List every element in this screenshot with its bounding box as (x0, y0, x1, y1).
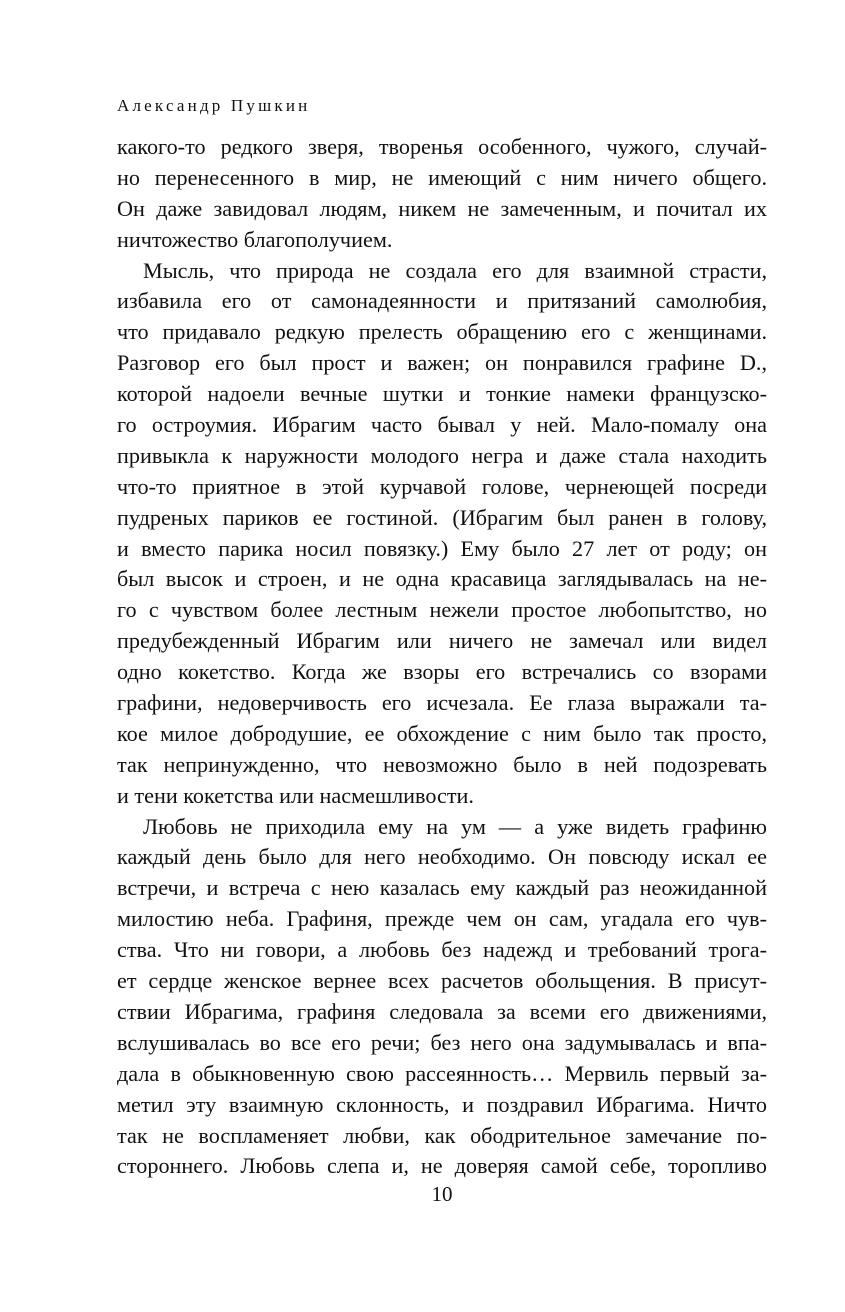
text-line: что придавало редкую прелесть обращению его с женщинами. (117, 319, 767, 345)
text-line: так непринужденно, что невозможно было в ней подозревать (117, 751, 767, 777)
paragraph-1 (117, 132, 767, 256)
text-line: стороннего. Любовь слепа и, не доверяя самой себе, торопливо (117, 1153, 767, 1179)
text-line: и вместо парика носил повязку.) Ему было 27 лет от роду; он (117, 535, 767, 561)
text-line: и тени кокетства или насмешливости. (117, 782, 474, 808)
text-line: го остроумия. Ибрагим часто бывал у ней. Мало-помалу она (117, 412, 767, 438)
text-line: Любовь не приходила ему на ум — а уже видеть графиню (143, 813, 767, 839)
text-line: кое милое добродушие, ее обхождение с ним было так просто, (117, 720, 767, 746)
text-line: которой надоели вечные шутки и тонкие намеки французско- (117, 381, 767, 407)
text-line: го с чувством более лестным нежели простое любопытство, но (117, 597, 767, 623)
text-line: Мысль, что природа не создала его для взаимной страсти, (143, 257, 767, 283)
text-line: Он даже завидовал людям, никем не замеченным, и почитал их (117, 195, 767, 221)
text-line: Разговор его был прост и важен; он понравился графине D., (117, 350, 767, 376)
text-line: графини, недоверчивость его исчезала. Ее глаза выражали та- (117, 690, 767, 716)
text-line: предубежденный Ибрагим или ничего не замечал или видел (117, 628, 767, 654)
text-line: ствии Ибрагима, графиня следовала за всеми его движениями, (117, 998, 767, 1024)
text-line: ет сердце женское вернее всех расчетов обольщения. В присут- (117, 968, 767, 994)
text-line: метил эту взаимную склонность, и поздравил Ибрагима. Ничто (117, 1091, 767, 1117)
text-line: какого-то редкого зверя, творенья особенного, чужого, случай- (117, 134, 767, 159)
text-line: привыкла к наружности молодого негра и даже стала находить (117, 442, 767, 468)
page-number: 10 (431, 1182, 453, 1206)
text-line: каждый день было для него необходимо. Он повсюду искал ее (117, 844, 767, 870)
paragraph-2 (117, 256, 767, 812)
text-line: милостию неба. Графиня, прежде чем он сам, угадала его чув- (117, 906, 767, 932)
text-line: вслушивалась во все его речи; без него она задумывалась и впа- (117, 1029, 767, 1055)
text-line: одно кокетство. Когда же взоры его встречались со взорами (117, 659, 767, 685)
text-line: избавила его от самонадеянности и притязаний самолюбия, (117, 288, 767, 314)
body-text (117, 132, 767, 1182)
text-line: что-то приятное в этой курчавой голове, чернеющей посреди (117, 473, 767, 499)
text-line: так не воспламеняет любви, как ободрительное замечание по- (117, 1122, 767, 1148)
text-line: ничтожество благополучием. (117, 226, 393, 252)
paragraph-3 (117, 812, 767, 1183)
text-line: но перенесенного в мир, не имеющий с ним ничего общего. (117, 164, 767, 190)
text-line: дала в обыкновенную свою рассеянность… Мервиль первый за- (117, 1060, 767, 1086)
text-line: ства. Что ни говори, а любовь без надежд и требований трога- (117, 937, 767, 963)
text-line: был высок и строен, и не одна красавица заглядывалась на не- (117, 566, 767, 592)
running-header: Александр Пушкин (117, 96, 311, 115)
text-line: встречи, и встреча с нею казалась ему каждый раз неожиданной (117, 875, 767, 901)
text-line: пудреных париков ее гостиной. (Ибрагим был ранен в голову, (117, 504, 767, 530)
